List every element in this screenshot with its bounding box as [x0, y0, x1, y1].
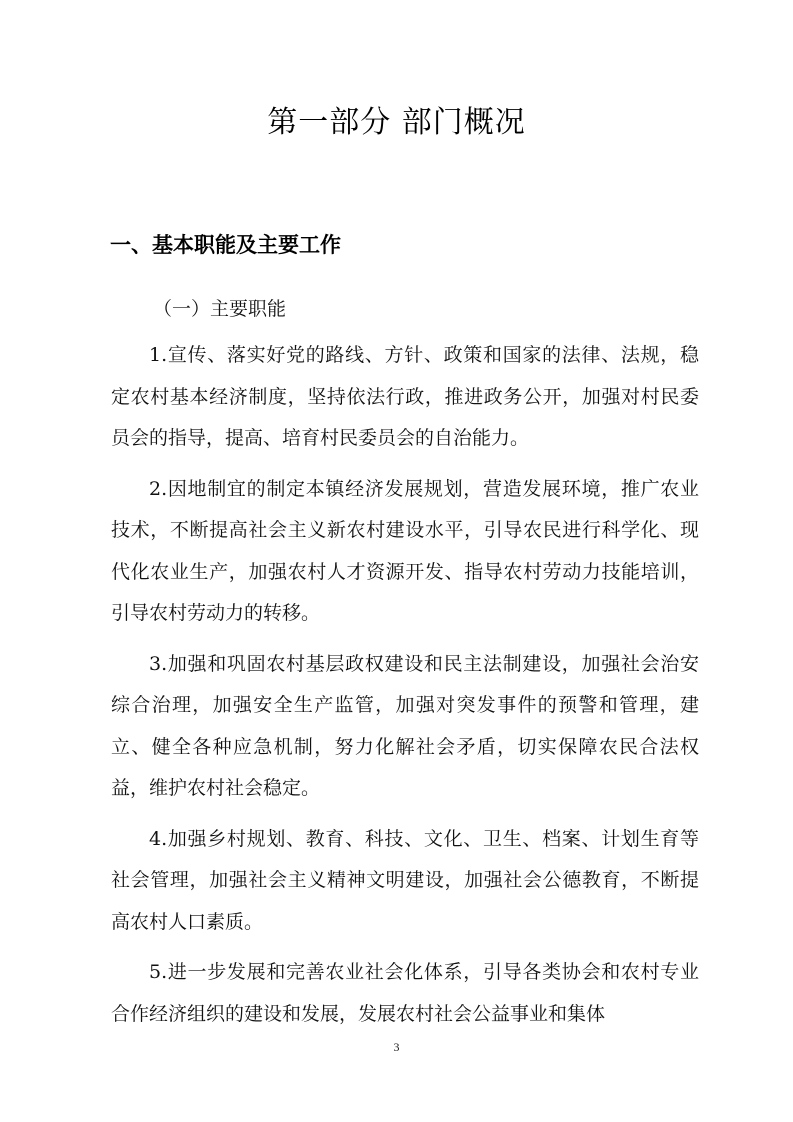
paragraph-5: 5.进一步发展和完善农业社会化体系，引导各类协会和农村专业合作经济组织的建设和发展，发展农村社会公益事业和集体 [111, 961, 699, 1025]
page-title: 第一部分 部门概况 [267, 105, 526, 140]
section-heading: 一、基本职能及主要工作 [110, 233, 341, 257]
page-number: 3 [393, 1040, 400, 1054]
paragraph-4: 4.加强乡村规划、教育、科技、文化、卫生、档案、计划生育等社会管理，加强社会主义精神文明建设，加强社会公德教育，不断提高农村人口素质。 [111, 827, 699, 933]
body-text [111, 335, 699, 1044]
sub-heading: （一）主要职能 [153, 298, 287, 320]
paragraph-1: 1.宣传、落实好党的路线、方针、政策和国家的法律、法规，稳定农村基本经济制度，坚持依法行政，推进政务公开，加强对村民委员会的指导，提高、培育村民委员会的自治能力。 [111, 344, 699, 449]
paragraph-2: 2.因地制宜的制定本镇经济发展规划，营造发展环境，推广农业技术，不断提高社会主义新农村建设水平，引导农民进行科学化、现代化农业生产，加强农村人才资源开发、指导农村劳动力技能培训，引导农村劳动力的转移。 [111, 477, 699, 624]
paragraph-3: 3.加强和巩固农村基层政权建设和民主法制建设，加强社会治安综合治理，加强安全生产监管，加强对突发事件的预警和管理，建立、健全各种应急机制，努力化解社会矛盾，切实保障农民合法权益，维护农村社会稳定。 [111, 652, 699, 799]
